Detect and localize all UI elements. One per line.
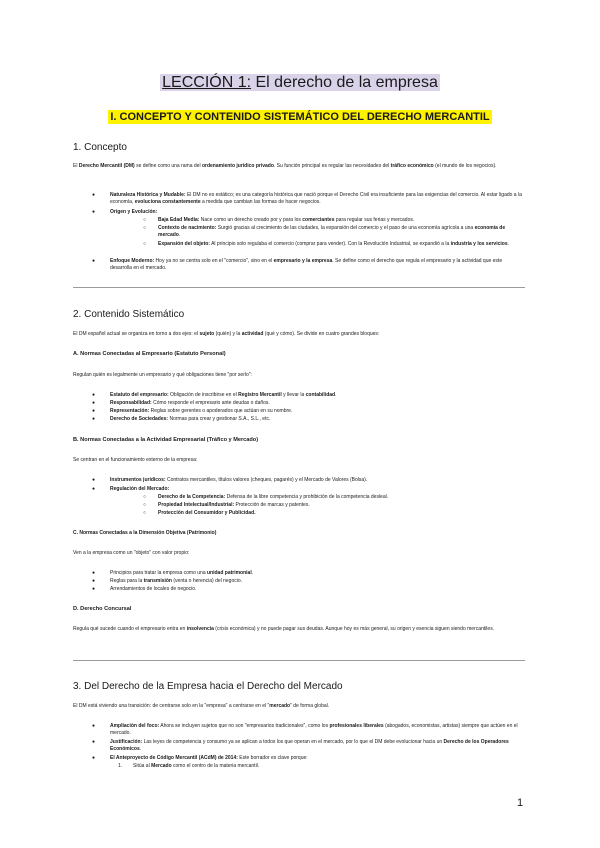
- circle-bullet-icon: ○: [143, 510, 147, 516]
- bullet-icon: ●: [92, 755, 96, 761]
- sub-list-item: Contexto de nacimiento: Surgió gracias al crecimiento de las ciudades, la expansión del comercio y el paso de una economía agrícola a una economía de mercado.: [158, 225, 506, 239]
- contenido-intro: El DM español actual se organiza en torno a dos ejes: el sujeto (quién) y la actividad (qué y cómo). Se divide en cuatro grandes bloques:: [73, 331, 380, 337]
- sub-list-item: Protección del Consumidor y Publicidad.: [158, 510, 256, 516]
- block-d-text: Regula qué sucede cuando el empresario entra en insolvencia (crisis económica) y no puede pagar sus deudas. Aunque hoy es más general, su origen y esencia siguen siendo mercantiles.: [73, 626, 495, 632]
- section-title: [0, 111, 600, 123]
- divider: [73, 287, 525, 288]
- heading-concepto: 1. Concepto: [73, 142, 127, 153]
- list-item: Derecho de Sociedades: Normas para crear y gestionar S.A., S.L., etc.: [110, 416, 271, 422]
- lesson-title-text: El derecho de la empresa: [251, 74, 438, 91]
- bullet-icon: ●: [92, 416, 96, 422]
- circle-bullet-icon: ○: [143, 217, 147, 223]
- block-c-text: Ven a la empresa como un "objeto" con valor propio:: [73, 550, 190, 556]
- bullet-icon: ●: [92, 586, 96, 592]
- list-item: Naturaleza Histórica y Mudable: El DM no es estático; es una categoría histórica que nació porque el Derecho Civil era insuficiente para las exigencias del comercio. Al estar ligado a la economía, evoluciona constantemente a medida que cambian las formas de hacer negocios.: [110, 192, 522, 206]
- numbered-list-item: Sitúa al Mercado como el centro de la materia mercantil.: [133, 763, 260, 769]
- bullet-icon: ●: [92, 477, 96, 483]
- list-item: Regulación del Mercado:: [110, 486, 170, 492]
- bullet-icon: ●: [92, 392, 96, 398]
- list-item: Ampliación del foco: Ahora se incluyen sujetos que no son "empresarios tradicionales", como los profesionales liberales (abogados, economistas, artistas) siempre que actúen en el mercado.: [110, 723, 518, 737]
- lesson-title-highlight: [160, 74, 440, 91]
- sub-list-item: Derecho de la Competencia: Defensa de la libre competencia y prohibición de la competencia desleal.: [158, 494, 389, 500]
- concepto-intro: El Derecho Mercantil (DM) se define como una rama del ordenamiento jurídico privado. Su función principal es regular las necesidades del tráfico económico (el mundo de los negocios).: [73, 163, 497, 169]
- number-marker: 1.: [118, 763, 123, 769]
- heading-block-d: D. Derecho Concursal: [73, 606, 132, 612]
- block-b-text: Se centran en el funcionamiento externo de la empresa:: [73, 457, 198, 463]
- sub-list-item: Baja Edad Media: Nace como un derecho creado por y para los comerciantes para regular sus ferias y mercados.: [158, 217, 415, 223]
- section-title-text: I. CONCEPTO Y CONTENIDO SISTEMÁTICO DEL DERECHO MERCANTIL: [110, 111, 490, 123]
- bullet-icon: ●: [92, 739, 96, 745]
- bullet-icon: ●: [92, 400, 96, 406]
- list-item: Principios para tratar la empresa como una unidad patrimonial.: [110, 570, 254, 576]
- mercado-intro: El DM está viviendo una transición: de centrarse solo en la "empresa" a centrarse en el "mercado" de forma global.: [73, 703, 330, 709]
- list-item: Reglas para la transmisión (venta o herencia) del negocio.: [110, 578, 243, 584]
- list-item: Justificación: Las leyes de competencia y consumo ya se aplican a todos los que operan en el mercado, por lo que el DM debe evolucionar hacia un Derecho de los Operadores Económicos.: [110, 739, 509, 753]
- list-item: Arrendamientos de locales de negocio.: [110, 586, 197, 592]
- lesson-title: [0, 73, 600, 93]
- heading-mercado: 3. Del Derecho de la Empresa hacia el Derecho del Mercado: [73, 681, 343, 692]
- bullet-icon: ●: [92, 570, 96, 576]
- list-item: Representación: Reglas sobre gerentes o apoderados que actúan en su nombre.: [110, 408, 293, 414]
- sub-list-item: Propiedad Intelectual/Industrial: Protección de marcas y patentes.: [158, 502, 310, 508]
- bullet-icon: ●: [92, 408, 96, 414]
- heading-block-a: A. Normas Conectadas al Empresario (Estatuto Personal): [73, 351, 226, 357]
- divider: [73, 660, 525, 661]
- list-item: El Anteproyecto de Código Mercantil (ACdM) de 2014: Este borrador es clave porque:: [110, 755, 308, 761]
- list-item: Enfoque Moderno: Hoy ya no se centra solo en el "comercio", sino en el empresario y la empresa. Se define como el derecho que regula el empresario y la actividad que este desarrolla en el mercado.: [110, 258, 503, 272]
- list-item: Origen y Evolución:: [110, 209, 158, 215]
- block-a-text: Regulan quién es legalmente un empresario y qué obligaciones tiene "por serlo":: [73, 372, 252, 378]
- sub-list-item: Expansión del objeto: Al principio solo regulaba el comercio (comprar para vender). Con la Revolución Industrial, se expandió a la industria y los servicios.: [158, 241, 509, 247]
- bullet-icon: ●: [92, 723, 96, 729]
- circle-bullet-icon: ○: [143, 241, 147, 247]
- bullet-icon: ●: [92, 209, 96, 215]
- circle-bullet-icon: ○: [143, 494, 147, 500]
- circle-bullet-icon: ○: [143, 225, 147, 231]
- list-item: Estatuto del empresario: Obligación de inscribirse en el Registro Mercantil y llevar la contabilidad.: [110, 392, 337, 398]
- list-item: Instrumentos jurídicos: Contratos mercantiles, títulos valores (cheques, pagarés) y el Mercado de Valores (Bolsa).: [110, 477, 368, 483]
- heading-block-b: B. Normas Conectadas a la Actividad Empresarial (Tráfico y Mercado): [73, 437, 259, 443]
- list-item: Responsabilidad: Cómo responde el empresario ante deudas o daños.: [110, 400, 270, 406]
- bullet-icon: ●: [92, 258, 96, 264]
- bullet-icon: ●: [92, 486, 96, 492]
- circle-bullet-icon: ○: [143, 502, 147, 508]
- heading-block-c: C. Normas Conectadas a la Dimensión Objetiva (Patrimonio): [73, 530, 217, 536]
- page-number: 1: [517, 797, 524, 809]
- bullet-icon: ●: [92, 578, 96, 584]
- bullet-icon: ●: [92, 192, 96, 198]
- heading-contenido: 2. Contenido Sistemático: [73, 309, 185, 320]
- lesson-title-prefix: LECCIÓN 1:: [162, 74, 252, 91]
